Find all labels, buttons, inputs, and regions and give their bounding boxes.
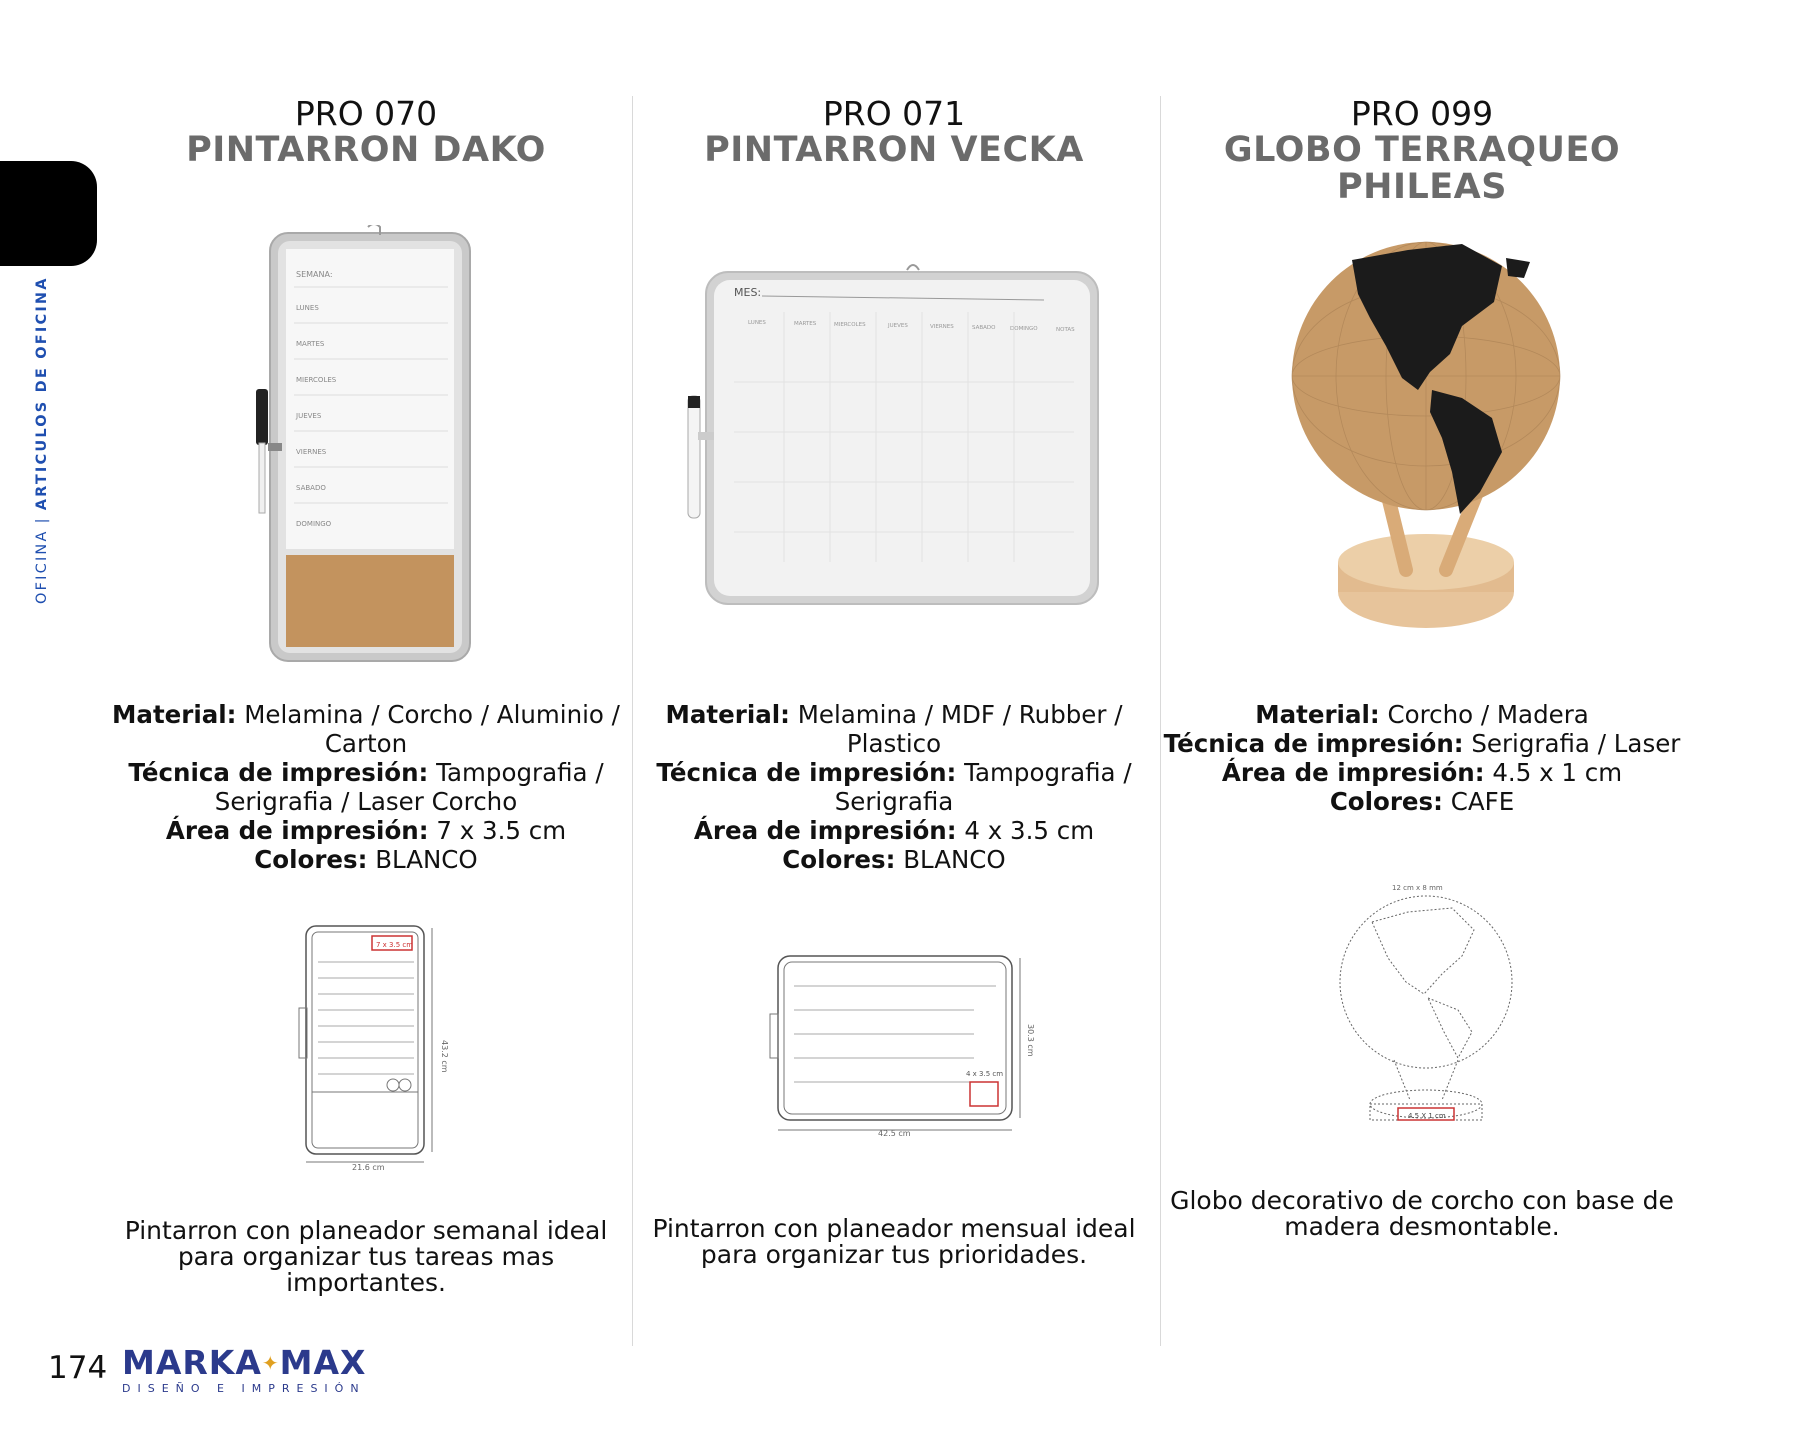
product-description: Globo decorativo de corcho con base de madera desmontable. [1170, 1186, 1674, 1241]
spec-area: 7 x 3.5 cm [436, 816, 567, 845]
board-label: DOMINGO [296, 520, 332, 528]
product-card-pro099 [1162, 0, 1682, 1340]
spec-colores: BLANCO [375, 845, 478, 874]
section-name: OFICINA [34, 529, 50, 604]
spec-tecnica: Tampografia / Serigrafia [834, 758, 1132, 816]
board-day: LUNES [748, 320, 766, 326]
dim-top: 12 cm x 8 mm [1392, 884, 1443, 892]
product-photo-whiteboard-monthly [634, 262, 1154, 612]
technical-drawing [106, 922, 626, 1172]
product-name: GLOBO TERRAQUEO PHILEAS [1223, 130, 1621, 207]
spec-label: Material: [1255, 700, 1380, 729]
product-specs [1162, 700, 1682, 816]
product-card-pro070 [106, 0, 626, 1340]
brand-tagline: DISEÑO E IMPRESIÓN [122, 1382, 366, 1395]
board-label: LUNES [296, 304, 319, 312]
product-name: PINTARRON DAKO [186, 130, 546, 170]
spec-label: Área de impresión: [165, 816, 429, 845]
spec-label: Técnica de impresión: [656, 758, 957, 787]
product-name: PINTARRON VECKA [704, 130, 1084, 170]
spec-colores: CAFE [1450, 787, 1515, 816]
product-code: PRO 071 [822, 94, 966, 133]
board-day: MARTES [794, 321, 817, 327]
spec-material: Corcho / Madera [1387, 700, 1589, 729]
product-code: PRO 099 [1350, 94, 1494, 133]
board-day: SABADO [972, 325, 996, 331]
section-separator: | [34, 516, 50, 524]
spec-label: Material: [112, 700, 237, 729]
spec-material: Melamina / Corcho / Aluminio / Carton [244, 700, 620, 758]
technical-drawing [634, 950, 1154, 1150]
page-number: 174 [48, 1350, 108, 1386]
spec-label: Colores: [1329, 787, 1443, 816]
dim-height: 43.2 cm [440, 1040, 449, 1073]
spec-area: 4.5 x 1 cm [1492, 758, 1623, 787]
dim-print-area: 7 x 3.5 cm [376, 941, 414, 949]
board-title: MES: [734, 286, 762, 299]
column-divider [1160, 96, 1161, 1346]
dim-print-area: 4.5 X 1 cm [1408, 1112, 1446, 1120]
spec-area: 4 x 3.5 cm [964, 816, 1095, 845]
spec-label: Técnica de impresión: [1163, 729, 1464, 758]
spec-label: Material: [665, 700, 790, 729]
product-specs [106, 700, 626, 874]
dim-width: 21.6 cm [352, 1163, 385, 1172]
spec-label: Técnica de impresión: [128, 758, 429, 787]
star-icon: ✦ [261, 1351, 280, 1375]
product-photo-whiteboard-weekly [106, 225, 626, 665]
board-label: SEMANA: [296, 270, 333, 279]
product-description: Pintarron con planeador semanal ideal para organizar tus tareas mas importantes. [124, 1216, 608, 1297]
product-photo-cork-globe [1162, 222, 1682, 642]
spec-tecnica: Tampografia / Serigrafia / Laser Corcho [214, 758, 604, 816]
board-day: JUEVES [888, 323, 908, 329]
spec-label: Área de impresión: [693, 816, 957, 845]
board-label: VIERNES [296, 448, 327, 456]
board-day: MIERCOLES [834, 322, 866, 328]
dim-height: 30.3 cm [1026, 1024, 1035, 1057]
board-day: VIERNES [930, 324, 954, 330]
dim-width: 42.5 cm [878, 1129, 911, 1138]
dim-print-area: 4 x 3.5 cm [966, 1070, 1004, 1078]
product-specs [634, 700, 1154, 874]
board-day: NOTAS [1056, 327, 1075, 333]
spec-label: Colores: [254, 845, 368, 874]
subsection-name: ARTICULOS DE OFICINA [34, 276, 50, 511]
spec-label: Colores: [782, 845, 896, 874]
spec-colores: BLANCO [903, 845, 1006, 874]
spec-label: Área de impresión: [1221, 758, 1485, 787]
section-tab [0, 161, 97, 266]
column-divider [632, 96, 633, 1346]
brand-logo [122, 1343, 367, 1395]
technical-drawing [1162, 882, 1682, 1142]
product-card-pro071 [634, 0, 1154, 1340]
board-label: SABADO [296, 484, 326, 492]
spec-material: Melamina / MDF / Rubber / Plastico [797, 700, 1123, 758]
board-label: MARTES [296, 340, 325, 348]
board-day: DOMINGO [1010, 326, 1038, 332]
product-code: PRO 070 [294, 94, 438, 133]
board-label: JUEVES [296, 412, 322, 420]
brand-text-2: MAX [279, 1343, 367, 1382]
brand-text: MARKA [122, 1343, 262, 1382]
product-description: Pintarron con planeador mensual ideal para organizar tus prioridades. [652, 1214, 1136, 1269]
spec-tecnica: Serigrafia / Laser [1471, 729, 1681, 758]
board-label: MIERCOLES [296, 376, 337, 384]
section-label [34, 276, 50, 604]
